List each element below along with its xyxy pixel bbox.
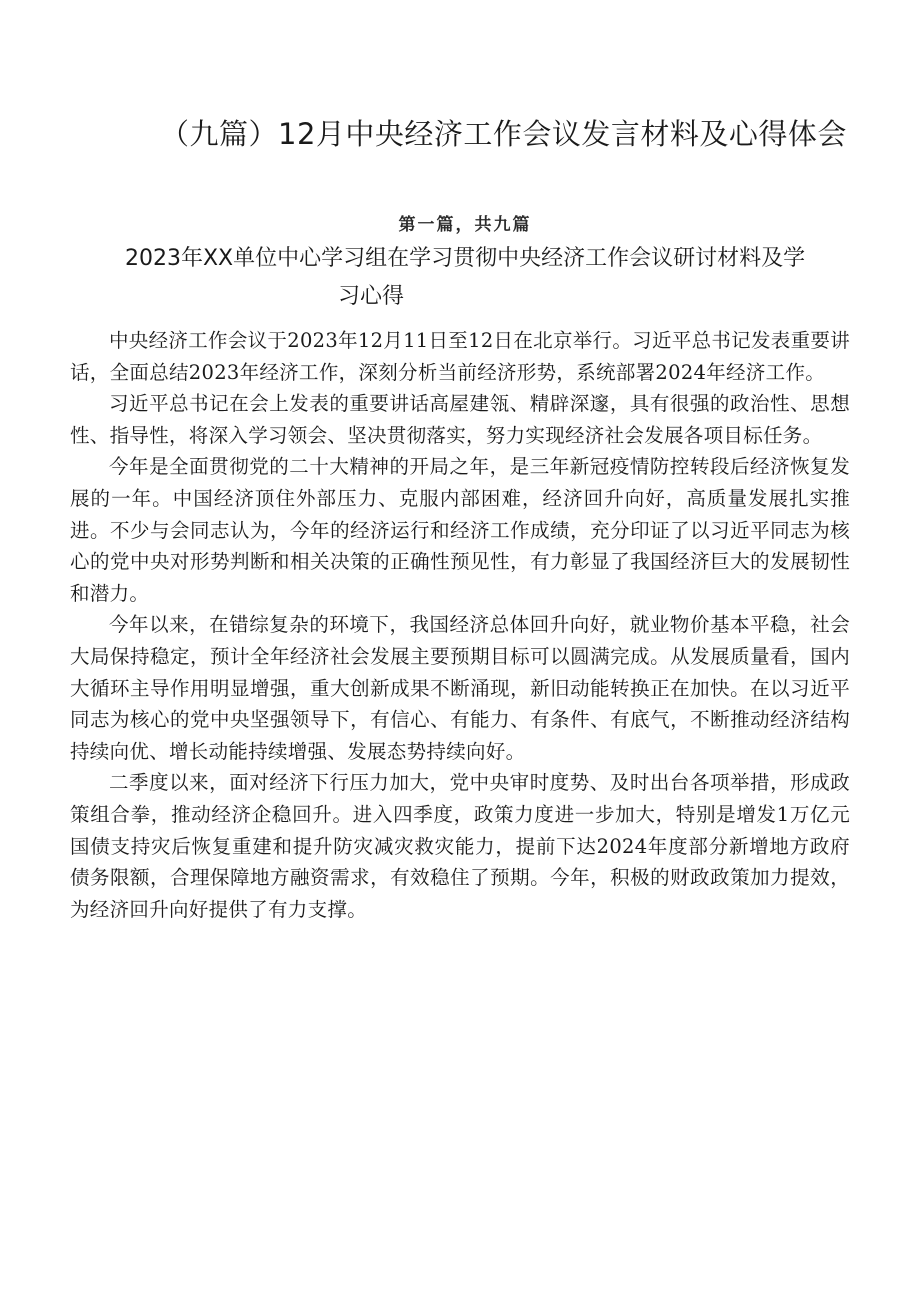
document-title: （九篇）12月中央经济工作会议发言材料及心得体会 — [160, 117, 847, 151]
section-label: 第一篇，共九篇 — [398, 215, 532, 235]
paragraph: 二季度以来，面对经济下行压力加大，党中央审时度势、及时出台各项举措，形成政策组合拳，推动经济企稳回升。进入四季度，政策力度进一步加大，特别是增发1万亿元国债支持灾后恢复重建和提升防灾减灾救灾能力，提前下达2024年度部分新增地方政府债务限额，合理保障地方融资需求，有效稳住了预期。今年，积极的财政政策加力提效，为经济回升向好提供了有力支撑。 — [70, 771, 850, 921]
subtitle-line-1: 2023年XX单位中心学习组在学习贯彻中央经济工作会议研讨材料及学 — [125, 246, 806, 271]
subtitle-line-2: 习心得 — [338, 284, 405, 309]
paragraph: 今年是全面贯彻党的二十大精神的开局之年，是三年新冠疫情防控转段后经济恢复发展的一年。中国经济顶住外部压力、克服内部困难，经济回升向好，高质量发展扎实推进。不少与会同志认为，今年的经济运行和经济工作成绩，充分印证了以习近平同志为核心的党中央对形势判断和相关决策的正确性预见性，有力彰显了我国经济巨大的发展韧性和潜力。 — [70, 455, 850, 605]
paragraph: 中央经济工作会议于2023年12月11日至12日在北京举行。习近平总书记发表重要讲话，全面总结2023年经济工作，深刻分析当前经济形势，系统部署2024年经济工作。 — [70, 329, 850, 384]
article-subtitle — [125, 240, 865, 316]
paragraph: 习近平总书记在会上发表的重要讲话高屋建瓴、精辟深邃，具有很强的政治性、思想性、指导性，将深入学习领会、坚决贯彻落实，努力实现经济社会发展各项目标任务。 — [70, 392, 850, 447]
paragraph: 今年以来，在错综复杂的环境下，我国经济总体回升向好，就业物价基本平稳，社会大局保持稳定，预计全年经济社会发展主要预期目标可以圆满完成。从发展质量看，国内大循环主导作用明显增强，重大创新成果不断涌现，新旧动能转换正在加快。在以习近平同志为核心的党中央坚强领导下，有信心、有能力、有条件、有底气，不断推动经济结构持续向优、增长动能持续增强、发展态势持续向好。 — [70, 613, 850, 763]
article-body — [70, 325, 850, 925]
